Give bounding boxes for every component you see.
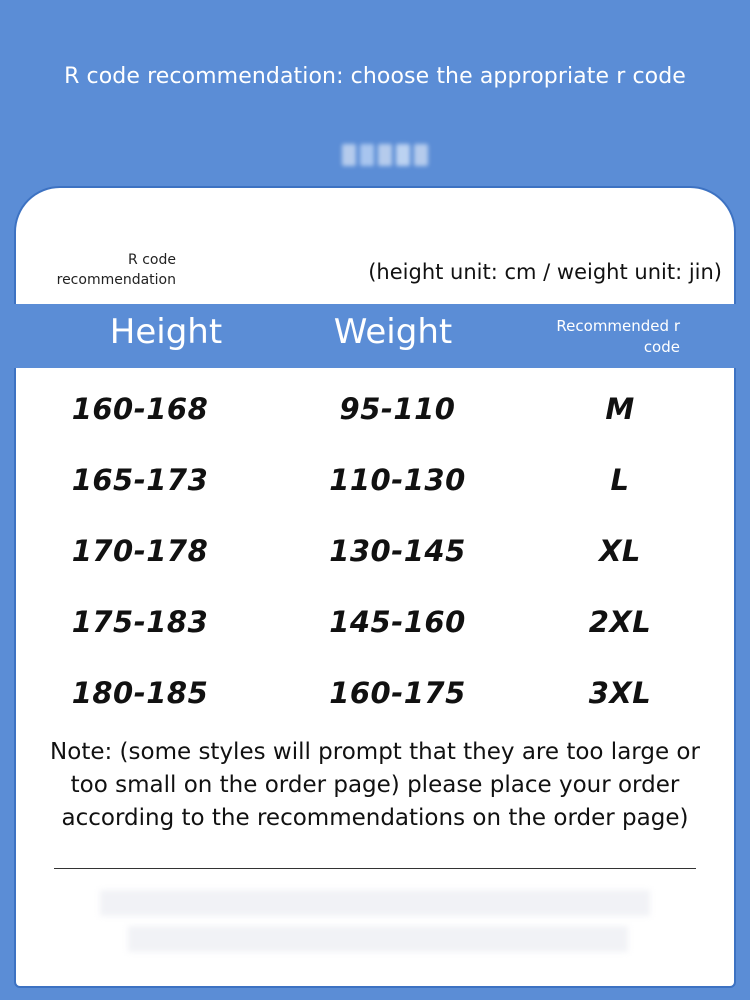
- table-row: [0, 534, 750, 584]
- table-row: [0, 392, 750, 442]
- blurred-footer-text: [100, 890, 650, 916]
- header-weight: Weight: [333, 312, 453, 352]
- blurred-logo: [330, 140, 440, 170]
- header-height: Height: [109, 312, 223, 352]
- size-cell: 3XL: [588, 676, 652, 710]
- table-row: [0, 676, 750, 726]
- size-cell: 2XL: [588, 605, 652, 639]
- height-cell: 180-185: [71, 676, 209, 710]
- page-title: R code recommendation: choose the appropriate r code: [64, 64, 686, 89]
- height-cell: 165-173: [71, 463, 209, 497]
- weight-cell: 95-110: [339, 392, 456, 426]
- table-row: [0, 605, 750, 655]
- blur-block: [360, 144, 374, 166]
- weight-cell: 130-145: [329, 534, 466, 568]
- blur-block: [396, 144, 410, 166]
- weight-cell: 110-130: [329, 463, 466, 497]
- header-recommended: Recommended r code: [556, 317, 680, 356]
- size-cell: L: [610, 463, 630, 497]
- units-note: (height unit: cm / weight unit: jin): [368, 260, 722, 284]
- blur-block: [342, 144, 356, 166]
- table-row: [0, 463, 750, 513]
- weight-cell: 145-160: [329, 605, 466, 639]
- size-cell: XL: [599, 534, 641, 568]
- blurred-footer-text: [128, 926, 628, 952]
- order-note: Note: (some styles will prompt that they are too large or too small on the order page) please place your order according to the recommendations on the order page): [50, 739, 700, 831]
- size-cell: M: [605, 392, 635, 426]
- blur-block: [414, 144, 428, 166]
- blur-block: [378, 144, 392, 166]
- height-cell: 175-183: [71, 605, 209, 639]
- height-cell: 170-178: [71, 534, 209, 568]
- divider: [54, 868, 696, 869]
- rcode-label: R code recommendation: [56, 252, 176, 288]
- weight-cell: 160-175: [329, 676, 466, 710]
- height-cell: 160-168: [71, 392, 209, 426]
